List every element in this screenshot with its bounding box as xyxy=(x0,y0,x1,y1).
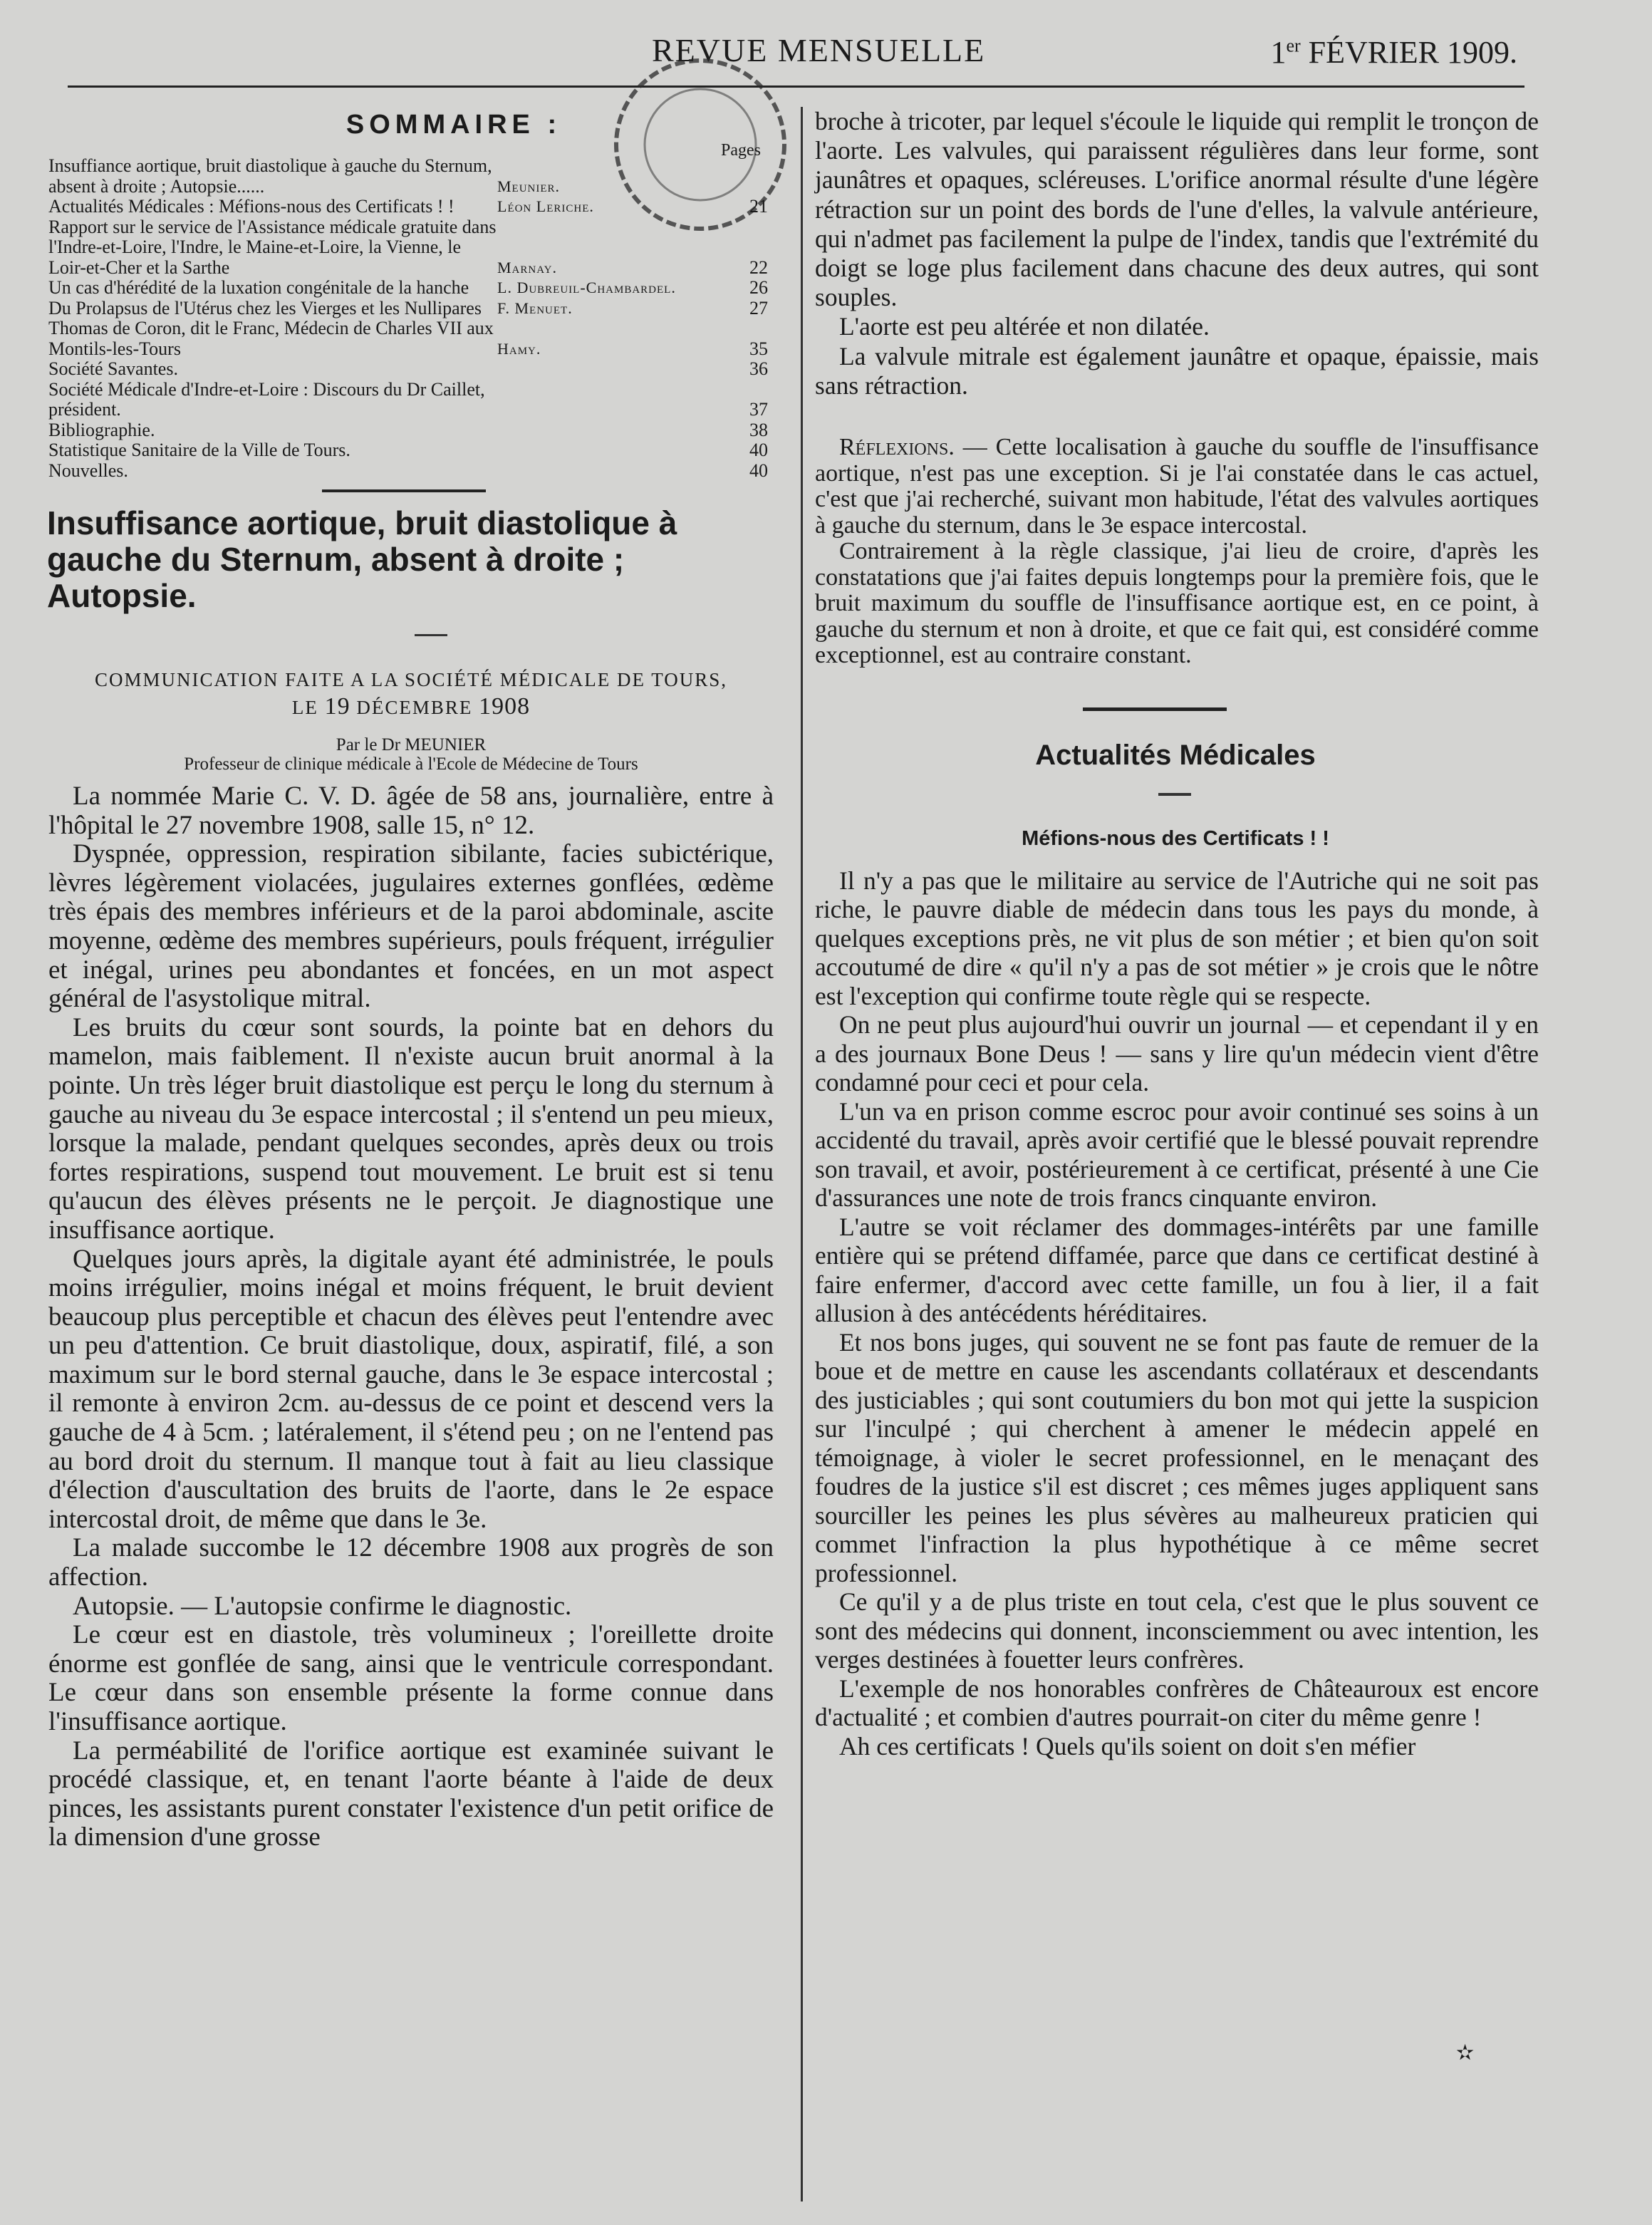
column-divider xyxy=(801,107,803,2201)
paragraph: L'aorte est peu altérée et non dilatée. xyxy=(839,312,1210,341)
paragraph: L'autre se voit réclamer des dommages-intérêts par une famille entière qui se prétend diffamée, parce que dans ce certificat destiné à faire enfermer, d'accord avec cette famille, un fou à lier, il a fait allusion à des antécédents héréditaires. xyxy=(815,1212,1539,1328)
right-column xyxy=(805,107,1546,1760)
paragraph: Contrairement à la règle classique, j'ai lieu de croire, d'après les constatations que j'ai faites depuis longtemps pour la première fois, que le bruit maximum du souffle de l'insuffisance aortique est, en ce point, à gauche du sternum et non à droite, et que ce fait qui, est considéré comme exceptionnel, est au contraire constant. xyxy=(815,538,1539,669)
paragraph: Les bruits du cœur sont sourds, la pointe bat en dehors du mamelon, mais faiblement. Il n'existe aucun bruit anormal à la pointe. Un très léger bruit diastolique est perçu le long du sternum à gauche au niveau du 3e espace intercostal ; il s'entend un peu mieux, lorsque la malade, pendant quelques secondes, après deux ou trois fortes respirations, suspend tout mouvement. Le bruit est si tenu qu'aucun des élèves présents ne le perçoit. Je diagnostique une insuffisance aortique. xyxy=(48,1012,774,1245)
section-title: Actualités Médicales xyxy=(1035,739,1316,771)
toc-item[interactable]: Un cas d'hérédité de la luxation congénitale de la hanche L. Dubreuil-Chambardel. 26 xyxy=(48,277,768,298)
star-ornament-icon: ✫ xyxy=(1456,2041,1475,2065)
communication-line: COMMUNICATION FAITE A LA SOCIÉTÉ MÉDICALE DE TOURS, LE 19 DÉCEMBRE 1908 xyxy=(94,669,728,720)
toc-title: SOMMAIRE : xyxy=(346,110,562,140)
paragraph: L'un va en prison comme escroc pour avoir continué ses soins à un accidenté du travail, après avoir certifié que le blessé pouvait reprendre son travail, et avoir, postérieurement à ce certificat, présenté à une Cie d'assurances une note de trois francs cinquante environ. xyxy=(815,1096,1539,1213)
table-of-contents xyxy=(44,156,778,481)
paragraph: Ah ces certificats ! Quels qu'ils soient on doit s'en méfier xyxy=(839,1731,1416,1760)
toc-item[interactable]: Statistique Sanitaire de la Ville de Tours. 40 xyxy=(48,440,768,460)
toc-item[interactable]: Nouvelles. 40 xyxy=(48,460,768,481)
paragraph: Dyspnée, oppression, respiration sibilante, facies subictérique, lèvres légèrement violacées, jugulaires externes gonflées, œdème très épais des membres inférieurs et de la paroi abdominale, ascite moyenne, œdème des membres supérieurs, pouls fréquent, irrégulier et inégal, urines peu abondantes et foncées, en un mot aspect général de l'asystolique mitral. xyxy=(48,839,774,1014)
left-column xyxy=(44,107,778,1852)
paragraph: L'exemple de nos honorables confrères de Châteauroux est encore d'actualité ; et combien d'autres pourrait-on citer du même genre ! xyxy=(815,1674,1539,1732)
toc-item[interactable]: Rapport sur le service de l'Assistance médicale gratuite dans l'Indre-et-Loire, l'Indre, le Maine-et-Loire, la Vienne, le Loir-et-Cher et la Sarthe Marnay. 22 xyxy=(48,216,768,278)
toc-item[interactable]: Thomas de Coron, dit le Franc, Médecin de Charles VII aux Montils-les-Tours Hamy. 35 xyxy=(48,318,768,359)
title-dash xyxy=(415,634,447,636)
paragraph: Il n'y a pas que le militaire au service de l'Autriche qui ne soit pas riche, le pauvre diable de médecin dans tous les pays du monde, à quelques exceptions près, ne vit plus de son métier ; et bien qu'on soit accoutumé de dire « qu'il n'y a pas de sot métier » je crois que le nôtre est l'exception qui confirme toute règle qui se respecte. xyxy=(815,866,1539,1010)
article-title: Méfions-nous des Certificats ! ! xyxy=(1022,826,1329,850)
section-rule xyxy=(322,489,486,492)
toc-item[interactable]: Société Savantes. 36 xyxy=(48,358,768,379)
paragraph: La malade succombe le 12 décembre 1908 aux progrès de son affection. xyxy=(48,1533,774,1592)
toc-item[interactable]: Insuffiance aortique, bruit diastolique à gauche du Sternum, absent à droite ; Autopsie...... Meunier. xyxy=(48,155,561,197)
toc-item[interactable]: Bibliographie. 38 xyxy=(48,419,768,440)
article-body xyxy=(44,782,778,1852)
paragraph: broche à tricoter, par lequel s'écoule le liquide qui remplit le tronçon de l'aorte. Les valvules, qui paraissent régulières dans leur forme, sont jaunâtres et opaques, scléreuses. L'orifice anormal résulte d'une légère rétraction sur un point des bords de l'une d'elles, la valvule antérieure, qui n'admet pas facilement la pulpe de l'index, tandis que l'extrémité du doigt se loge plus facilement dans chacune des deux autres, qui sont souples. xyxy=(815,107,1539,312)
author-byline: Par le Dr MEUNIER Professeur de clinique médicale à l'Ecole de Médecine de Tours xyxy=(184,735,638,774)
paragraph: La valvule mitrale est également jaunâtre et opaque, épaissie, mais sans rétraction. xyxy=(815,341,1539,400)
issue-date: 1er FÉVRIER 1909. xyxy=(1270,35,1517,70)
journal-name: REVUE MENSUELLE xyxy=(652,32,986,68)
article-continuation xyxy=(805,107,1546,400)
paragraph: Ce qu'il y a de plus triste en tout cela, c'est que le plus souvent ce sont des médecins qui donnent, inconsciemment ou avec intention, les verges destinées à fouetter leurs confrères. xyxy=(815,1587,1539,1674)
toc-pages-label: Pages xyxy=(721,141,761,160)
toc-item[interactable]: Du Prolapsus de l'Utérus chez les Vierges et les Nullipares F. Menuet. 27 xyxy=(48,297,768,318)
reflexions-label: Réflexions. xyxy=(839,434,955,461)
paragraph: La perméabilité de l'orifice aortique est examinée suivant le procédé classique, et, en tenant l'aorte béante à l'aide de deux pinces, les assistants purent constater l'existence d'un petit orifice de la dimension d'une grosse xyxy=(48,1736,774,1852)
paragraph: Le cœur est en diastole, très volumineux ; l'oreillette droite énorme est gonflée de sang, ainsi que le ventricule correspondant. Le cœur dans son ensemble présente la forme connue dans l'insuffisance aortique. xyxy=(48,1620,774,1736)
toc-item[interactable]: Actualités Médicales : Méfions-nous des Certificats ! ! Léon Leriche. 21 xyxy=(48,196,768,217)
paragraph: Autopsie. — L'autopsie confirme le diagnostic. xyxy=(73,1591,572,1621)
page-header xyxy=(68,31,1524,88)
article-title: Insuffisance aortique, bruit diastolique à gauche du Sternum, absent à droite ; Autopsie. xyxy=(47,504,677,614)
paragraph: Et nos bons juges, qui souvent ne se font pas faute de remuer de la boue et de mettre en cause les ascendants collatéraux et descendants des justiciables ; qui sont coutumiers du bon mot qui jette la suspicion sur l'inculpé ; qui cherchent à amener le médecin appelé en témoignage, à violer le secret professionnel, en le menaçant des foudres de la justice s'il est discret ; ces mêmes juges appliquent sans sourciller les peines les plus sévères au malheureux praticien qui commet l'infraction la plus hypothétique à ce même secret professionnel. xyxy=(815,1327,1539,1587)
toc-item[interactable]: Société Médicale d'Indre-et-Loire : Discours du Dr Caillet, président. 37 xyxy=(48,378,768,420)
title-dash xyxy=(1158,793,1191,796)
article-body xyxy=(805,866,1546,1761)
paragraph: La nommée Marie C. V. D. âgée de 58 ans, journalière, entre à l'hôpital le 27 novembre 1908, salle 15, n° 12. xyxy=(48,782,774,840)
reflexions-section: Réflexions. — Cette localisation à gauche du souffle de l'insuffisance aortique, n'est pas une exception. Si je l'ai constatée dans le cas actuel, c'est que j'ai recherché, suivant mon habitude, l'état des valvules aortiques à gauche du sternum, dans le 3e espace intercostal. Contrairement à la règle classique, j'ai lieu de croire, d'après les constatations que j'ai faites depuis longtemps pour la première fois, que le bruit maximum du souffle de l'insuffisance aortique est, en ce point, à gauche du sternum et non à droite, et que ce fait qui, est considéré comme exceptionnel, est au contraire constant. xyxy=(815,434,1539,669)
section-rule xyxy=(1083,707,1227,711)
paragraph: On ne peut plus aujourd'hui ouvrir un journal — et cependant il y en a des journaux Bone Deus ! — sans y lire qu'un médecin vient d'être condamné pour ceci et pour cela. xyxy=(815,1010,1539,1097)
paragraph: Quelques jours après, la digitale ayant été administrée, le pouls moins irrégulier, moins inégal et moins fréquent, le bruit devient beaucoup plus perceptible et chacun des élèves peut l'entendre avec un peu d'attention. Ce bruit diastolique, doux, aspiratif, filé, a son maximum sur le bord sternal gauche, dans le 3e espace intercostal ; il remonte à environ 2cm. au-dessus de ce point et descend vers la gauche de 4 à 5cm. ; latéralement, il s'étend peu ; on ne l'entend pas au bord droit du sternum. Il manque tout à fait au lieu classique d'élection d'auscultation des bruits de l'aorte, dans le 2e espace intercostal droit, de même que dans le 3e. xyxy=(48,1244,774,1534)
